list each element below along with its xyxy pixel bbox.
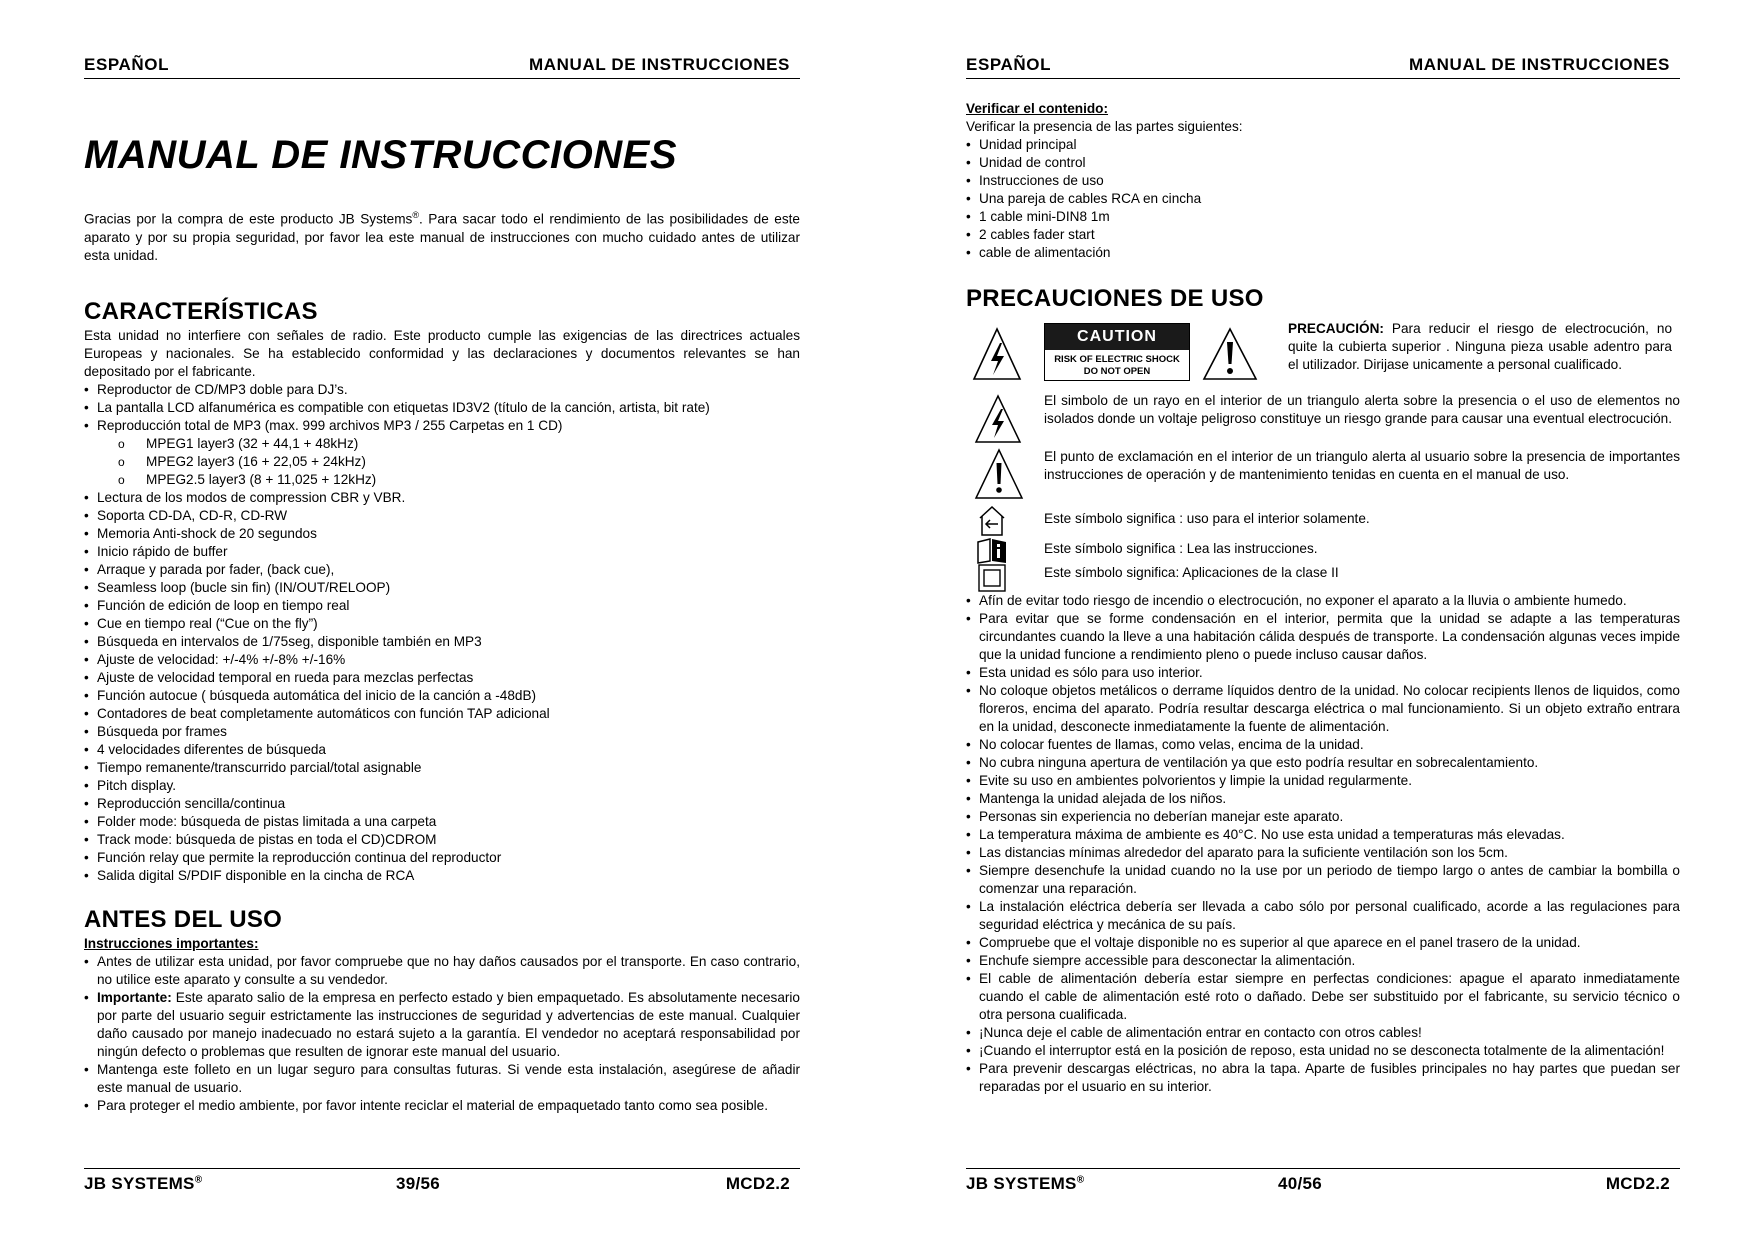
symbol-description: El punto de exclamación en el interior de un triangulo alerta al usuario sobre la presencia de importantes instrucciones de operación y de mantenimiento tenidas en cuenta en el manual de uso. [1044,449,1680,482]
right-content [966,100,1680,1096]
content-item: • 2 cables fader start [966,226,1680,244]
precaution-item: • Para prevenir descargas eléctricas, no abra la tapa. Aparte de fusibles principales no hay partes que puedan ser reparadas por el usuario en su interior. [966,1060,1680,1096]
feature-item: • Función de edición de loop en tiempo real [84,597,800,615]
symbol-row-read [966,536,1680,564]
read-instructions-icon [976,536,1008,564]
caution-label [1044,323,1190,381]
intro-text-rest: . Para sacar todo el rendimiento de las posibilidades de este aparato y por su propia seguridad, por favor lea este manual de instrucciones con mucho cuidado antes de utilizar esta unidad. [84,211,800,263]
caution-bold: PRECAUCIÓN: [1288,321,1384,336]
important-instructions-label: Instrucciones importantes: [84,935,259,951]
caution-label-title: CAUTION [1045,324,1189,350]
list-item: • Mantenga este folleto en un lugar seguro para consultas futuras. Si vende esta instalación, asegúrese de añadir este manual de usuario. [84,1061,800,1097]
feature-item: • Tiempo remanente/transcurrido parcial/total asignable [84,759,800,777]
feature-item: • Reproducción total de MP3 (max. 999 archivos MP3 / 255 Carpetas en 1 CD) [84,417,800,435]
feature-item: • Cue en tiempo real (“Cue on the fly”) [84,615,800,633]
page-footer [966,1168,1680,1195]
mpeg-format-item: o MPEG2.5 layer3 (8 + 11,025 + 12kHz) [118,471,800,489]
verify-list [966,136,1680,262]
registered-mark: ® [1076,1174,1085,1186]
symbol-row-class2 [966,564,1680,592]
symbol-description: Este símbolo significa : Lea las instrucciones. [1044,541,1318,556]
feature-item: • Seamless loop (bucle sin fin) (IN/OUT/RELOOP) [84,579,800,597]
exclamation-triangle-icon [974,448,1024,500]
symbol-row-exclamation [966,448,1680,504]
precaution-item: • Enchufe siempre accessible para desconectar la alimentación. [966,952,1680,970]
precaution-item: • Afín de evitar todo riesgo de incendio o electrocución, no exponer el aparato a la lluvia o ambiente humedo. [966,592,1680,610]
precaution-item: • Para evitar que se forme condensación en el interior, permita que la unidad se adapte a las temperaturas circundantes cuando la lleve a una habitación cálida después de transporte. La condensación algunas veces impide que la unidad funcione a rendimiento pleno o puede incluso causar daños. [966,610,1680,664]
page-left [84,0,800,1240]
brand-name: JB SYSTEMS [84,1174,195,1193]
precaution-item: • ¡Nunca deje el cable de alimentación entrar en contacto con otros cables! [966,1024,1680,1042]
precaution-item: • Personas sin experiencia no deberían manejar este aparato. [966,808,1680,826]
feature-item: • Reproductor de CD/MP3 doble para DJ’s. [84,381,800,399]
exclamation-warning-icon [1202,326,1258,382]
footer-brand [84,1174,202,1194]
feature-item: • Salida digital S/PDIF disponible en la cincha de RCA [84,867,800,885]
symbol-description: Este símbolo significa : uso para el interior solamente. [1044,511,1370,526]
precaution-item: • No colocar fuentes de llamas, como velas, encima de la unidad. [966,736,1680,754]
feature-item: • Reproducción sencilla/continua [84,795,800,813]
model-name: MCD2.2 [725,1174,790,1193]
list-item [84,989,800,1061]
features-list [84,381,800,435]
list-item: • Para proteger el medio ambiente, por favor intente reciclar el material de empaquetado tanto como sea posible. [84,1097,800,1115]
feature-item: • Folder mode: búsqueda de pistas limitada a una carpeta [84,813,800,831]
precaution-item: • El cable de alimentación debería estar siempre en perfectas condiciones: apague el aparato inmediatamente cuando el cable de alimentación esté roto o dañado. Debe ser substituido por el fabricante, su servicio técnico o otra persona cualificada. [966,970,1680,1024]
left-content [84,128,800,1115]
content-item: • Una pareja de cables RCA en cincha [966,190,1680,208]
before-use-heading: ANTES DEL USO [84,905,283,933]
precaution-item: • La instalación eléctrica debería ser llevada a cabo sólo por personal cualificado, acorde a las regulaciones para seguridad eléctrica y mecánica de su país. [966,898,1680,934]
symbol-row-lightning [966,392,1680,444]
features-intro: Esta unidad no interfiere con señales de radio. Este producto cumple las exigencias de las directrices actuales Europeas y nacionales. Se ha establecido conformidad y las declaraciones y documentos relevantes se han depositado por el fabricante. [84,327,800,379]
feature-item: • Track mode: búsqueda de pistas en toda el CD)CDROM [84,831,800,849]
main-title: MANUAL DE INSTRUCCIONES [84,133,678,177]
page-header [84,54,800,79]
class-ii-icon [978,564,1006,592]
feature-item: • Función autocue ( búsqueda automática del inicio de la canción a -48dB) [84,687,800,705]
precaution-item: • Evite su uso en ambientes polvorientos y limpie la unidad regularmente. [966,772,1680,790]
content-item: • Instrucciones de uso [966,172,1680,190]
header-language: ESPAÑOL [84,55,170,74]
precaution-item: • Mantenga la unidad alejada de los niños. [966,790,1680,808]
verify-intro: Verificar la presencia de las partes siguientes: [966,119,1243,134]
verify-contents-label: Verificar el contenido: [966,101,1109,116]
lightning-triangle-icon [974,394,1022,444]
list-item: • Antes de utilizar esta unidad, por favor compruebe que no hay daños causados por el transporte. En caso contrario, no utilice este aparato y consulte a su vendedor. [84,953,800,989]
brand-name: JB SYSTEMS [966,1174,1077,1193]
mpeg-format-item: o MPEG2 layer3 (16 + 22,05 + 24kHz) [118,453,800,471]
footer-brand [966,1174,1084,1194]
header-language: ESPAÑOL [966,55,1052,74]
feature-item: • Memoria Anti-shock de 20 segundos [84,525,800,543]
header-title: MANUAL DE INSTRUCCIONES [529,55,790,74]
features-heading: CARACTERÍSTICAS [84,297,318,325]
symbol-description: Este símbolo significa: Aplicaciones de la clase II [1044,565,1339,580]
feature-item: • Búsqueda en intervalos de 1/75seg, disponible también en MP3 [84,633,800,651]
content-item: • cable de alimentación [966,244,1680,262]
page-right [966,0,1680,1240]
indoor-use-icon [976,504,1008,538]
feature-item: • Soporta CD-DA, CD-R, CD-RW [84,507,800,525]
feature-item: • Pitch display. [84,777,800,795]
content-item: • Unidad de control [966,154,1680,172]
page-number: 39/56 [396,1174,441,1193]
caution-body: Para reducir el riesgo de electrocución, no quite la cubierta superior . Ninguna pieza usable adentro para el utilizador. Dirijase unicamente a personal cualificado. [1288,321,1672,372]
precaution-item: • No coloque objetos metálicos o derrame líquidos dentro de la unidad. No colocar recipients llenos de liquidos, como floreros, encima del aparato. Podría resultar descarga eléctrica o mal funcionamiento. Si un objeto extraño entrara en la unidad, desconecte inmediatamente la fuente de alimentación. [966,682,1680,736]
feature-item: • Contadores de beat completamente automáticos con función TAP adicional [84,705,800,723]
content-item: • 1 cable mini-DIN8 1m [966,208,1680,226]
intro-paragraph [84,206,800,265]
model-name: MCD2.2 [1605,1174,1670,1193]
page-number: 40/56 [1278,1174,1323,1193]
feature-item: • Búsqueda por frames [84,723,800,741]
lightning-warning-icon [972,326,1022,382]
precaution-item: • La temperatura máxima de ambiente es 40°C. No use esta unidad a temperaturas más elevadas. [966,826,1680,844]
before-use-list [84,953,800,1115]
feature-item: • La pantalla LCD alfanumérica es compatible con etiquetas ID3V2 (título de la canción, artista, bit rate) [84,399,800,417]
precaution-item: • Esta unidad es sólo para uso interior. [966,664,1680,682]
feature-item: • Lectura de los modos de compression CBR y VBR. [84,489,800,507]
precaution-item: • Las distancias mínimas alrededor del aparato para la suficiente ventilación son los 5cm. [966,844,1680,862]
content-item: • Unidad principal [966,136,1680,154]
mpeg-format-item: o MPEG1 layer3 (32 + 44,1 + 48kHz) [118,435,800,453]
caution-row [966,320,1680,394]
intro-text: Gracias por la compra de este producto JB Systems [84,211,413,227]
feature-item: • Función relay que permite la reproducción continua del reproductor [84,849,800,867]
symbol-row-indoor [966,504,1680,536]
precaution-item: • Siempre desenchufe la unidad cuando no la use por un periodo de tiempo largo o antes de cambiar la bombilla o comenzar una reparación. [966,862,1680,898]
registered-mark: ® [194,1174,203,1186]
mpeg-sublist [84,435,800,489]
features-list-continued [84,489,800,885]
symbol-description: El simbolo de un rayo en el interior de un triangulo alerta sobre la presencia o el uso de elementos no isolados donde un voltaje peligroso constituye un riesgo grande para causar una eventual electrocución. [1044,393,1680,426]
caution-text [1288,320,1672,374]
caution-label-line: DO NOT OPEN [1083,366,1151,377]
page-header [966,54,1680,79]
header-title: MANUAL DE INSTRUCCIONES [1409,55,1670,74]
registered-mark: ® [412,210,419,220]
caution-label-line: RISK OF ELECTRIC SHOCK [1054,354,1180,365]
important-label: Importante: [97,989,172,1005]
feature-item: • 4 velocidades diferentes de búsqueda [84,741,800,759]
feature-item: • Ajuste de velocidad temporal en rueda para mezclas perfectas [84,669,800,687]
precaution-item: • ¡Cuando el interruptor está en la posición de reposo, esta unidad no se desconecta totalmente de la alimentación! [966,1042,1680,1060]
precaution-item: • No cubra ninguna apertura de ventilación ya que esto podría resultar en sobrecalentamiento. [966,754,1680,772]
feature-item: • Ajuste de velocidad: +/-4% +/-8% +/-16% [84,651,800,669]
caution-label-subtitle [1045,350,1189,378]
precaution-item: • Compruebe que el voltaje disponible no es superior al que aparece en el panel trasero de la unidad. [966,934,1680,952]
page-footer [84,1168,800,1195]
precautions-list [966,592,1680,1096]
precautions-heading: PRECAUCIONES DE USO [966,285,1264,312]
feature-item: • Inicio rápido de buffer [84,543,800,561]
important-text: Este aparato salio de la empresa en perfecto estado y bien empaquetado. Es absolutamente necesario por parte del usuario seguir estrictamente las instrucciones de seguridad y advertencias de este manual. Cualquier daño causado por manejo inadecuado no estará sujeto a la garantía. El vendedor no aceptará responsabilidad por ningún defecto o problemas que resulten de ignorar este manual del usuario. [97,989,800,1059]
feature-item: • Arraque y parada por fader, (back cue), [84,561,800,579]
